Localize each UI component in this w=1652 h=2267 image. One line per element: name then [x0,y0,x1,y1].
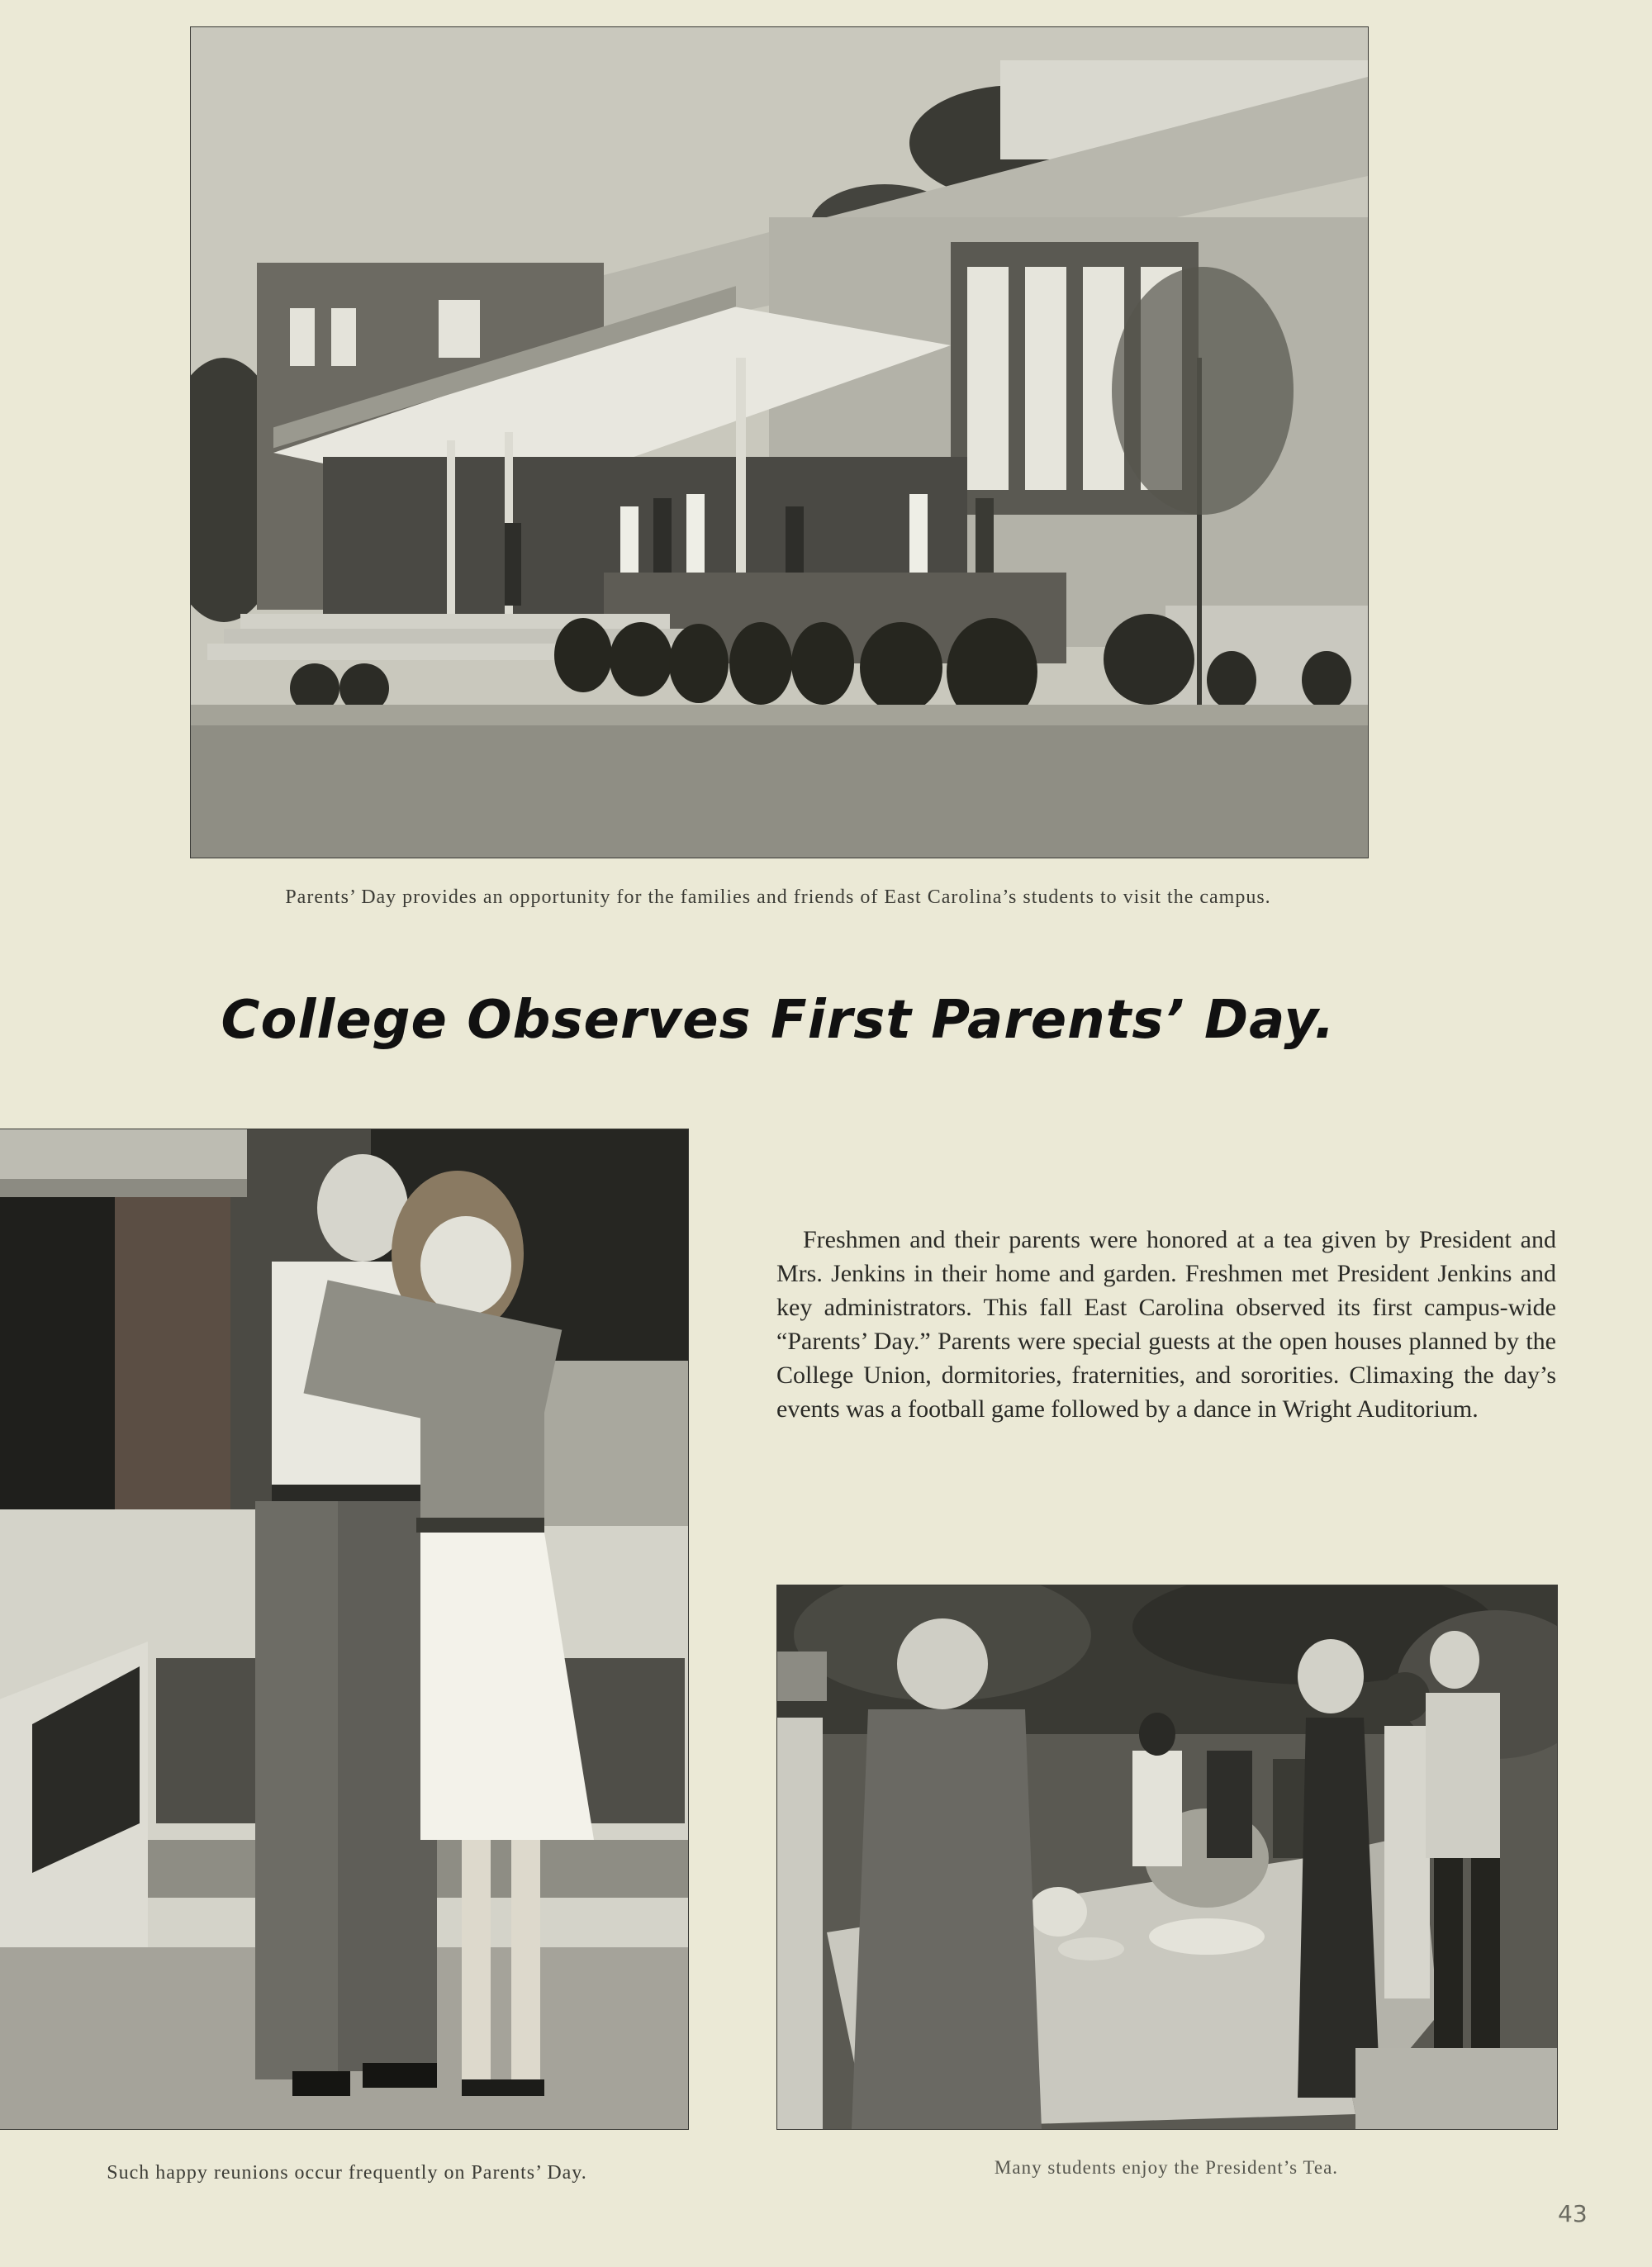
tea-photo-art [777,1585,1557,2129]
reunion-photo-caption: Such happy reunions occur frequently on Parents’ Day. [107,2162,587,2184]
building-photo-art [191,27,1368,858]
tea-photo-caption: Many students enjoy the President’s Tea. [994,2157,1339,2178]
page-headline: College Observes First Parents’ Day. [221,990,1336,1051]
presidents-tea-photo [776,1585,1558,2130]
reunion-photo-art [0,1129,688,2129]
building-exterior-photo [190,26,1369,858]
reunion-embrace-photo [0,1129,689,2130]
article-body-text: Freshmen and their parents were honored at a tea given by President and Mrs. Jenkins in their home and garden. Freshmen met President Jenkins and key administrators. This fall East Carolina observed its first campus-wide “Parents’ Day.” Parents were special guests at the open houses planned by the College Union, dormitories, fraternities, and sororities. Climaxing the day’s events was a football game followed by a dance in Wright Auditorium. [776,1226,1556,1423]
page-number: 43 [1558,2200,1588,2227]
building-photo-caption: Parents’ Day provides an opportunity for the families and friends of East Carolina’s students to visit the campus. [285,886,1271,908]
